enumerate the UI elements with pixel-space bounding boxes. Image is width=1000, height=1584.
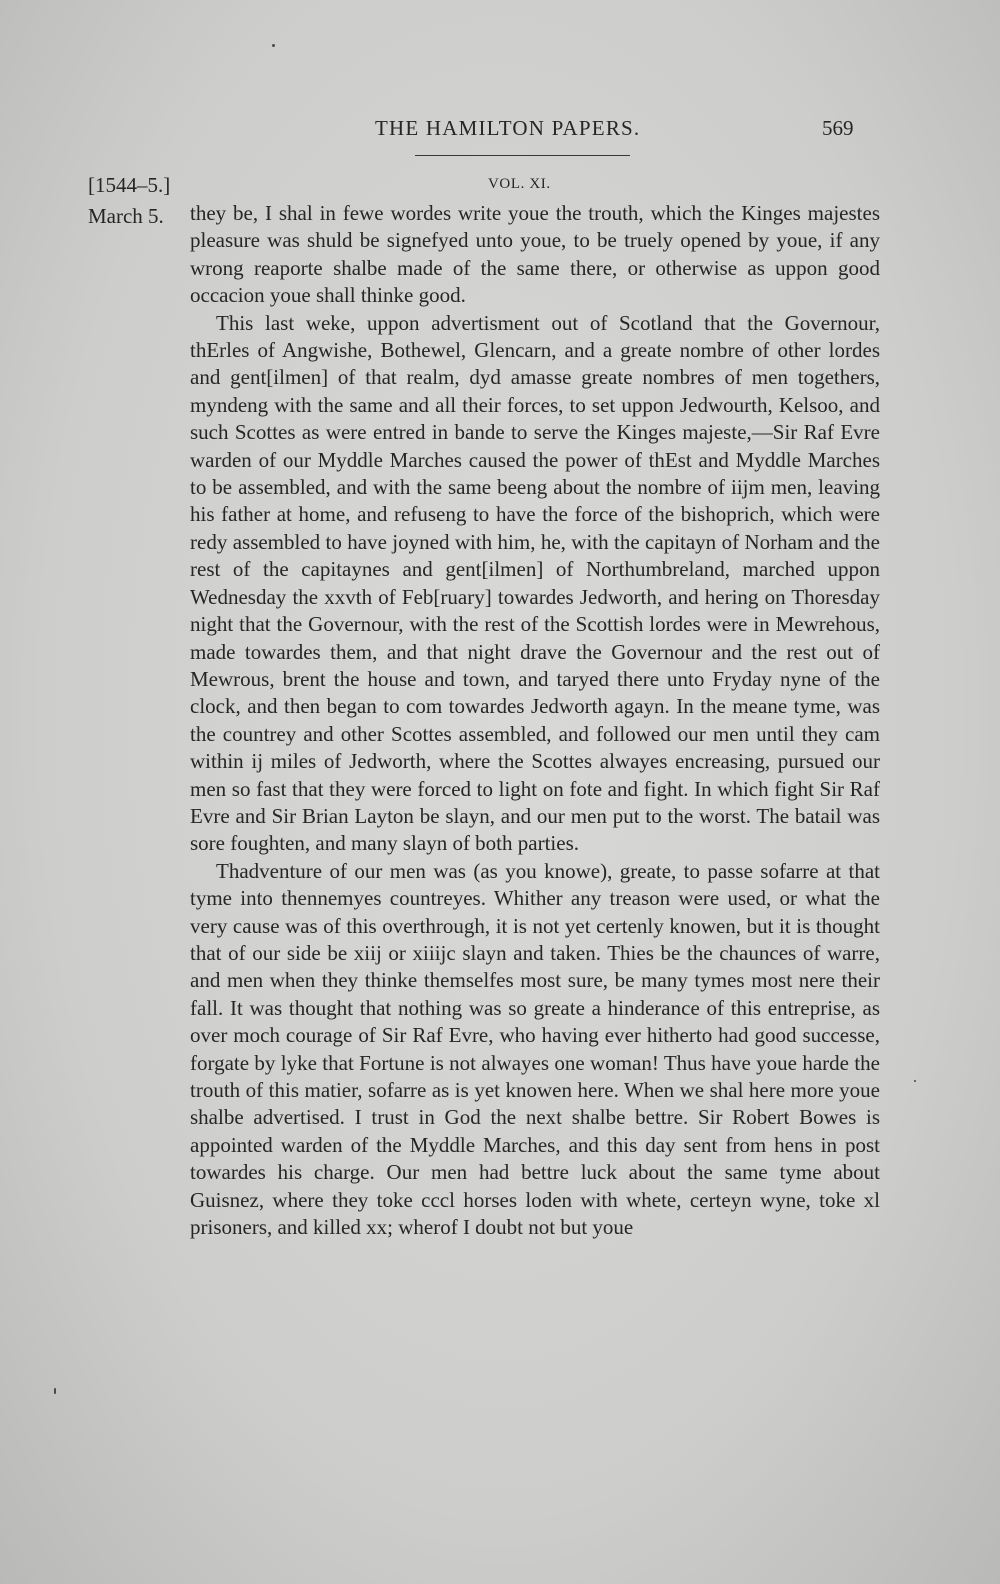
paper-speck	[272, 44, 275, 47]
running-head	[0, 116, 1000, 146]
header-rule	[415, 155, 630, 156]
volume-label: VOL. XI.	[488, 176, 551, 192]
paragraph-2: This last weke, uppon advertisment out of Scotland that the Governour, thErles of Angwishe, Bothewel, Glencarn, and a greate nombre of other lordes and gent[ilmen] of that realm, dyd amasse greate nombres of men togethers, myndeng with the same and all their forces, to set uppon Jedwourth, Kelsoo, and such Scottes as were entred in bande to serve the Kinges majeste,—Sir Raf Evre warden of our Myddle Marches caused the power of thEst and Myddle Marches to be assembled, and with the same beeng about the nombre of iijm men, leaving his father at home, and refuseng to have the force of the bishoprich, which were redy assembled to have joyned with him, he, with the capitayn of Norham and the rest of the capitaynes and gent[ilmen] of Northumbreland, marched uppon Wednesday the xxvth of Feb[ruary] towardes Jedworth, and hering on Thoresday night that the Governour, with the rest of the Scottish lordes were in Mewrehous, made towardes them, and that night drave the Governour and the rest out of Mewrous, brent the house and town, and taryed there unto Fryday nyne of the clock, and then began to com towardes Jedworth agayn. In the meane tyme, was the countrey and other Scottes assembled, and followed our men until they cam within ij miles of Jedworth, where the Scottes alwayes encreasing, pursued our men so fast that they were forced to light on fote and fight. In which fight Sir Raf Evre and Sir Brian Layton be slayn, and our men put to the worst. The batail was sore foughten, and many slayn of both parties.	[190, 310, 880, 856]
page-title: THE HAMILTON PAPERS.	[375, 116, 641, 140]
paragraph-3: Thadventure of our men was (as you knowe), greate, to passe sofarre at that tyme into thennemyes countreyes. Whither any treason were used, or what the very cause was of this overthrough, it is not yet certenly knowen, but it is thought that of our side be xiij or xiiijc slayn and taken. Thies be the chaunces of warre, and men when they thinke themselfes most sure, be many tymes most nere their fall. It was thought that nothing was so greate a hinderance of this entreprise, as over moch courage of Sir Raf Evre, who having ever hitherto had good successe, forgate by lyke that Fortune is not alwayes one woman! Thus have youe harde the trouth of this matier, sofarre as is yet knowen here. When we shal here more youe shalbe advertised. I trust in God the next shalbe bettre. Sir Robert Bowes is appointed warden of the Myddle Marches, and this day sent from hens in post towardes his charge. Our men had bettre luck about the same tyme about Guisnez, where they toke cccl horses loden with whete, certeyn wyne, toke xl prisoners, and killed xx; wherof I doubt not but youe	[190, 858, 880, 1240]
margin-date: March 5.	[88, 204, 164, 228]
date-range: [1544–5.]	[88, 173, 171, 197]
body-text	[190, 200, 880, 1241]
paper-speck	[54, 1388, 56, 1394]
page-number: 569	[822, 116, 854, 140]
paragraph-1: they be, I shal in fewe wordes write youe the trouth, which the Kinges majestes pleasure was shuld be signefyed unto youe, to be truely opened by youe, if any wrong reaporte shalbe made of the same there, or otherwise as uppon good occacion youe shall thinke good.	[190, 201, 880, 308]
paper-speck	[914, 1080, 916, 1082]
